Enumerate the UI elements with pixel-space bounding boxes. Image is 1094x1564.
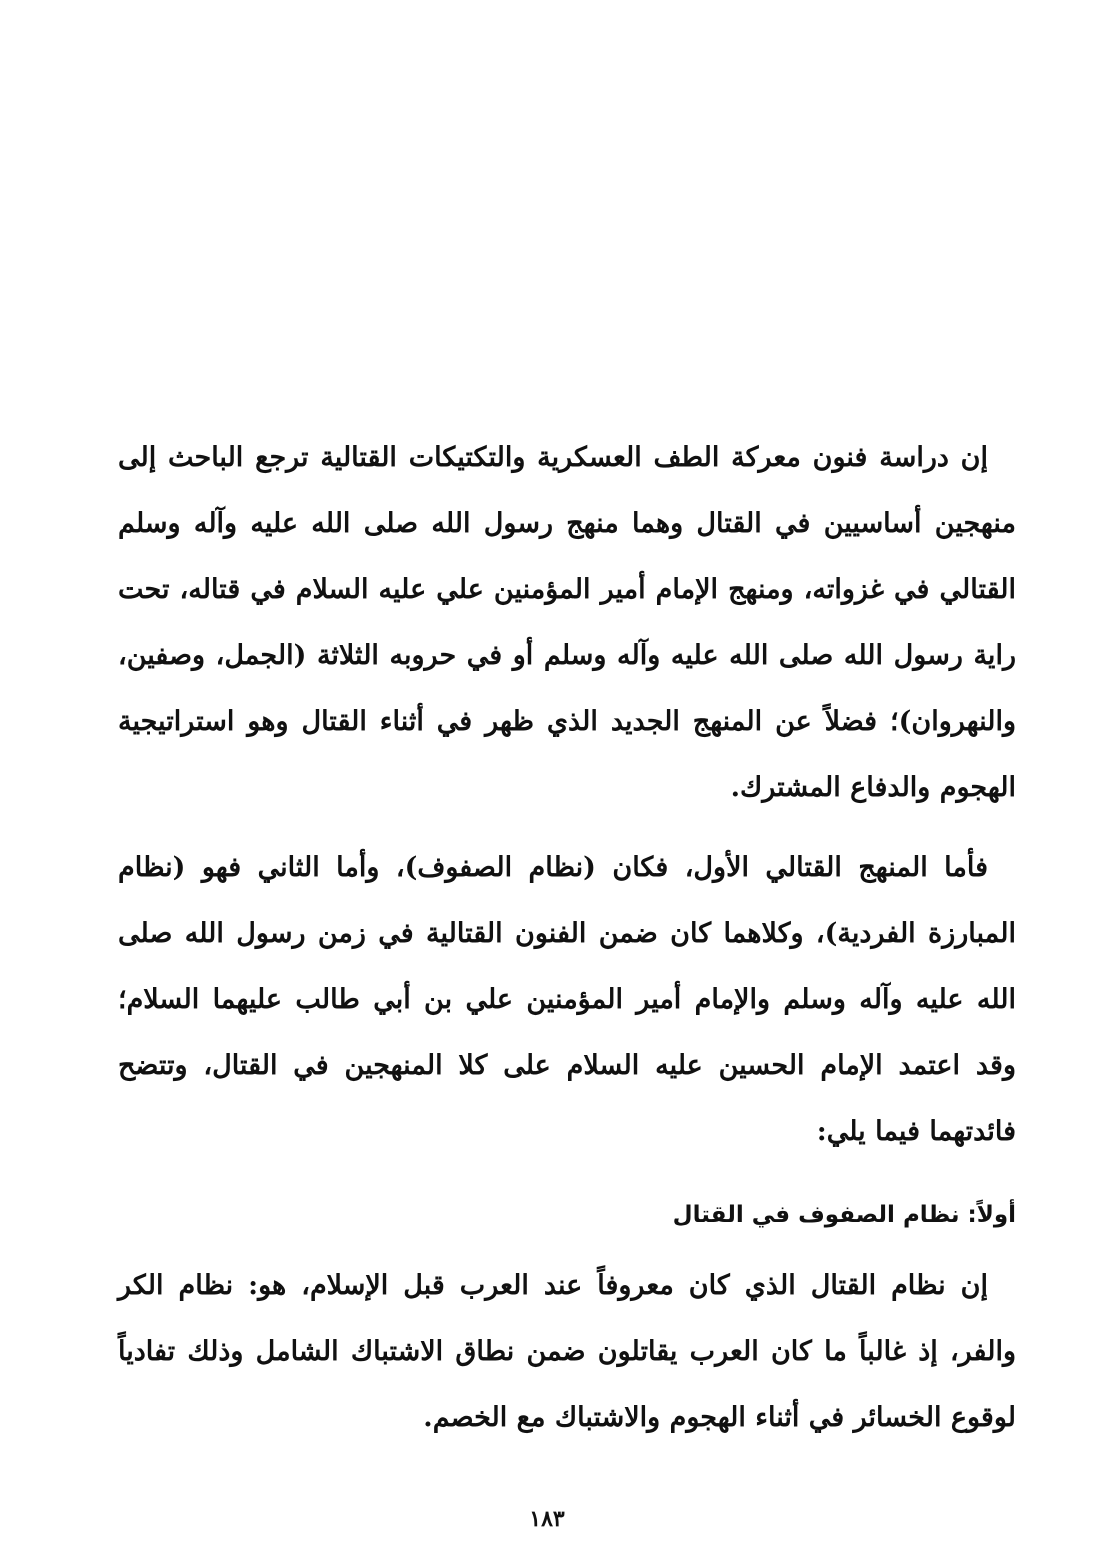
body-paragraph: إن نظام القتال الذي كان معروفاً عند العرب قبل الإسلام، هو: نظام الكر والفر، إذ غالباً ما كان العرب يقاتلون ضمن نطاق الاشتباك الشامل وذلك تفادياً لوقوع الخسائر في أثناء الهجوم والاشتباك مع الخصم. [118,1270,1016,1433]
page-number: ١٨٣ [529,1506,565,1532]
body-paragraph: إن دراسة فنون معركة الطف العسكرية والتكتيكات القتالية ترجع الباحث إلى منهجين أساسيين في القتال وهما منهج رسول الله صلى الله عليه وآله وسلم القتالي في غزواته، ومنهج الإمام أمير المؤمنين علي عليه السلام في قتاله، تحت راية رسول الله صلى الله عليه وآله وسلم أو في حروبه الثلاثة (الجمل، وصفين، والنهروان)؛ فضلاً عن المنهج الجديد الذي ظهر في أثناء القتال وهو استراتيجية الهجوم والدفاع المشترك. [118,442,1016,803]
section-heading: أولاً: نظام الصفوف في القتال [672,1202,1016,1228]
page-body [118,425,1016,1465]
body-paragraph: فأما المنهج القتالي الأول، فكان (نظام الصفوف)، وأما الثاني فهو (نظام المبارزة الفردية)، وكلاهما كان ضمن الفنون القتالية في زمن رسول الله صلى الله عليه وآله وسلم والإمام أمير المؤمنين علي بن أبي طالب عليهما السلام؛ وقد اعتمد الإمام الحسين عليه السلام على كلا المنهجين في القتال، وتتضح فائدتهما فيما يلي: [118,852,1016,1147]
